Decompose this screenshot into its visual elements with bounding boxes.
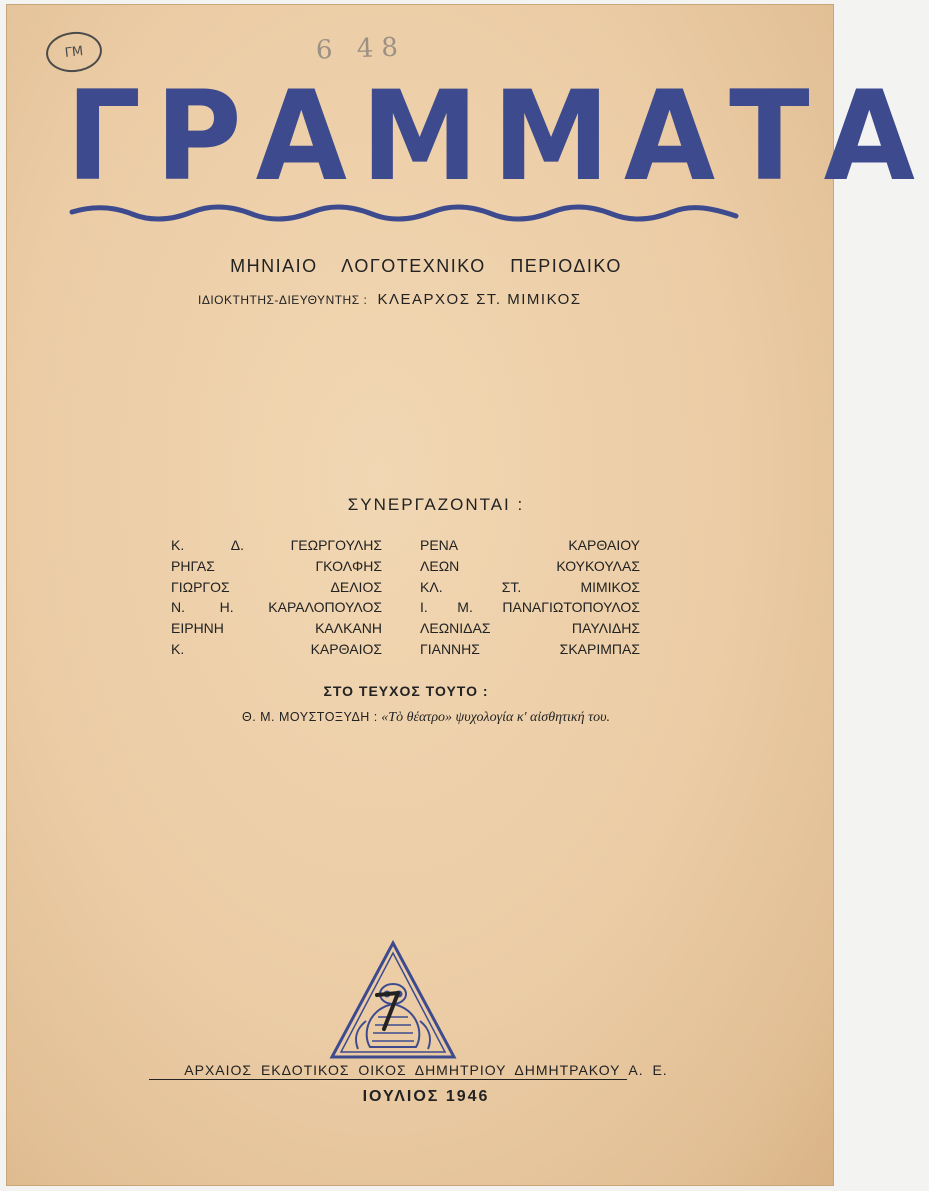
circle-note-text: ΓΜ [64,43,84,61]
wave-divider [72,202,736,226]
contributor-name: Κ. Δ. ΓΕΩΡΓΟΥΛΗΣ [171,537,382,553]
contributor-name: ΡΕΝΑ ΚΑΡΘΑΙΟΥ [420,537,640,553]
pencil-note: 6 48 [315,32,407,66]
contributor-name: Ν. Η. ΚΑΡΑΛΟΠΟΥΛΟΣ [171,599,382,616]
issue-author: Θ. Μ. ΜΟΥΣΤΟΞΥΔΗ : [241,710,378,724]
contributors-heading: ΣΥΝΕΡΓΑΖΟΝΤΑΙ : [347,495,525,514]
subtitle: ΜΗΝΙΑΙΟ ΛΟΓΟΤΕΧΝΙΚΟ ΠΕΡΙΟΔΙΚΟ [230,256,622,276]
contributor-name: ΓΙΑΝΝΗΣ ΣΚΑΡΙΜΠΑΣ [420,640,640,657]
contributor-name: ΚΛ. ΣΤ. ΜΙΜΙΚΟΣ [420,578,640,595]
contributor-name: ΛΕΩΝΙΔΑΣ ΠΑΥΛΙΔΗΣ [420,620,640,637]
contributor-name: Ι. Μ. ΠΑΝΑΓΙΩΤΟΠΟΥΛΟΣ [420,599,640,616]
contributor-name: ΕΙΡΗΝΗ ΚΑΛΚΑΝΗ [171,620,382,637]
publisher-underline [149,1079,627,1080]
magazine-title: ΓΡΑΜΜΑΤΑ [66,63,929,209]
issue-heading: ΣΤΟ ΤΕΥΧΟΣ ΤΟΥΤΟ : [323,683,489,699]
issue-date: ΙΟΥΛΙΟΣ 1946 [362,1088,490,1105]
issue-work-title: «Τὸ θέατρο» [381,710,453,725]
contributor-name: ΡΗΓΑΣ ΓΚΟΛΦΗΣ [171,557,382,574]
owner-line [198,291,698,308]
handwritten-number-mark [374,989,402,1033]
contributor-name: Κ. ΚΑΡΘΑΙΟΣ [171,640,382,657]
issue-work-subtitle: ψυχολογία κ' αἰσθητική του. [455,710,611,725]
contributor-name: ΛΕΩΝ ΚΟΥΚΟΥΛΑΣ [420,557,640,574]
owner-name: ΚΛΕΑΡΧΟΣ ΣΤ. ΜΙΜΙΚΟΣ [377,291,582,308]
publisher-line: ΑΡΧΑΙΟΣ ΕΚΔΟΤΙΚΟΣ ΟΙΚΟΣ ΔΗΜΗΤΡΙΟΥ ΔΗΜΗΤΡΑΚΟΥ Α. Ε. [184,1062,668,1078]
issue-contents-line [156,710,696,726]
magazine-cover [6,4,929,1186]
contributor-name: ΓΙΩΡΓΟΣ ΔΕΛΙΟΣ [171,578,382,595]
owner-label: ΙΔΙΟΚΤΗΤΗΣ-ΔΙΕΥΘΥΝΤΗΣ : [198,293,368,307]
contributors-left-column [171,535,382,660]
contributors-right-column [420,535,640,660]
